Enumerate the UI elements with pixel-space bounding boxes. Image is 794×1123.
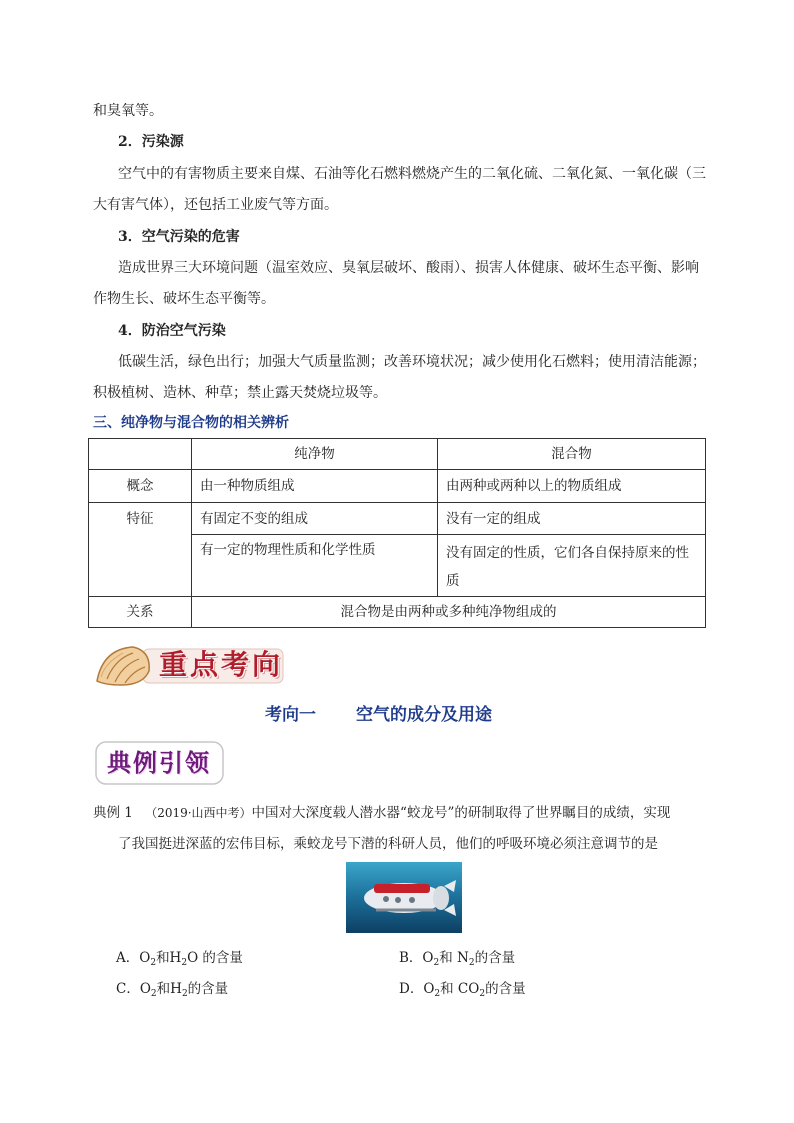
option-d[interactable] [399, 978, 526, 1005]
topic-1-title: 空气的成分及用途 [356, 705, 492, 725]
example-banner [95, 741, 224, 785]
section-4-title: 4．防治空气污染 [118, 323, 226, 339]
option-b-text: 的含量 [474, 950, 516, 966]
section-2-title: 2．污染源 [118, 134, 184, 150]
table-cell: 有一定的物理性质和化学性质 [192, 535, 438, 597]
option-a-text: O [139, 950, 151, 966]
table-cell: 没有固定的性质，它们各自保持原来的性质 [438, 535, 706, 597]
option-a-letter: A． [116, 950, 140, 966]
topic-1-number: 考向一 [265, 705, 316, 725]
option-c-letter: C． [116, 981, 140, 997]
key-topics-banner [93, 641, 287, 689]
subscript: 2 [479, 989, 486, 999]
section-3-paragraph-line1: 造成世界三大环境问题（温室效应、臭氧层破坏、酸雨）、损害人体健康、破坏生态平衡、影响 [118, 260, 699, 276]
example-source: （2019·山西中考） [145, 806, 252, 820]
option-d-letter: D． [399, 981, 424, 997]
option-c[interactable] [116, 978, 228, 1005]
continued-text: 和臭氧等。 [93, 103, 163, 119]
table-cell: 由一种物质组成 [192, 470, 438, 503]
option-c-text: O [139, 981, 151, 997]
subscript: 2 [468, 958, 475, 968]
section-3-title: 3．空气污染的危害 [118, 229, 240, 245]
option-d-text: O [423, 981, 435, 997]
option-a-text: 和H [156, 950, 182, 966]
submarine-image [346, 862, 462, 933]
option-a-text: O 的含量 [187, 950, 243, 966]
option-c-text: 的含量 [187, 981, 229, 997]
table-cell: 有固定不变的组成 [192, 503, 438, 535]
subscript: 2 [150, 989, 157, 999]
comparison-table [88, 438, 706, 628]
table-corner-cell [89, 439, 192, 470]
section-3-paragraph-line2: 作物生长、破坏生态平衡等。 [93, 291, 275, 307]
option-c-text: 和H [156, 981, 182, 997]
option-a[interactable] [116, 947, 243, 974]
part-3-heading: 三、纯净物与混合物的相关辨析 [93, 415, 289, 431]
table-cell: 由两种或两种以上的物质组成 [438, 470, 706, 503]
example-text-1: 中国对大深度载人潜水器“蛟龙号”的研制取得了世界瞩目的成绩，实现 [251, 805, 671, 821]
subscript: 2 [150, 958, 157, 968]
shell-icon [97, 647, 149, 685]
example-text-2: 了我国挺进深蓝的宏伟目标，乘蛟龙号下潜的科研人员，他们的呼吸环境必须注意调节的是 [118, 836, 658, 852]
key-topics-banner-text: 重点考向 [159, 648, 284, 681]
subscript: 2 [433, 958, 440, 968]
option-d-text: 的含量 [485, 981, 526, 997]
section-4-paragraph-line2: 积极植树、造林、种草；禁止露天焚烧垃圾等。 [93, 385, 387, 401]
subscript: 2 [434, 989, 441, 999]
table-cell: 混合物是由两种或多种纯净物组成的 [192, 597, 706, 628]
table-row-label-feature: 特征 [89, 503, 192, 597]
example-banner-text: 典例引领 [107, 748, 211, 777]
section-4-paragraph-line1: 低碳生活，绿色出行；加强大气质量监测；改善环境状况；减少使用化石燃料；使用清洁能源； [118, 354, 706, 370]
option-b-text: O [422, 950, 434, 966]
example-line-1 [93, 802, 670, 824]
subscript: 2 [181, 989, 188, 999]
subscript: 2 [181, 958, 188, 968]
option-b-letter: B． [399, 950, 423, 966]
topic-1-heading [265, 703, 492, 727]
table-header-mixture: 混合物 [438, 439, 706, 470]
section-2-paragraph-line1: 空气中的有害物质主要来自煤、石油等化石燃料燃烧产生的二氧化硫、二氧化氮、一氧化碳（三 [118, 166, 706, 182]
table-row-label-concept: 概念 [89, 470, 192, 503]
table-row-label-relation: 关系 [89, 597, 192, 628]
table-cell: 没有一定的组成 [438, 503, 706, 535]
option-b-text: 和 N [439, 950, 469, 966]
example-label: 典例 1 [93, 805, 133, 821]
option-b[interactable] [399, 947, 515, 974]
table-header-pure: 纯净物 [192, 439, 438, 470]
option-d-text: 和 CO [440, 981, 480, 997]
section-2-paragraph-line2: 大有害气体），还包括工业废气等方面。 [93, 197, 338, 213]
